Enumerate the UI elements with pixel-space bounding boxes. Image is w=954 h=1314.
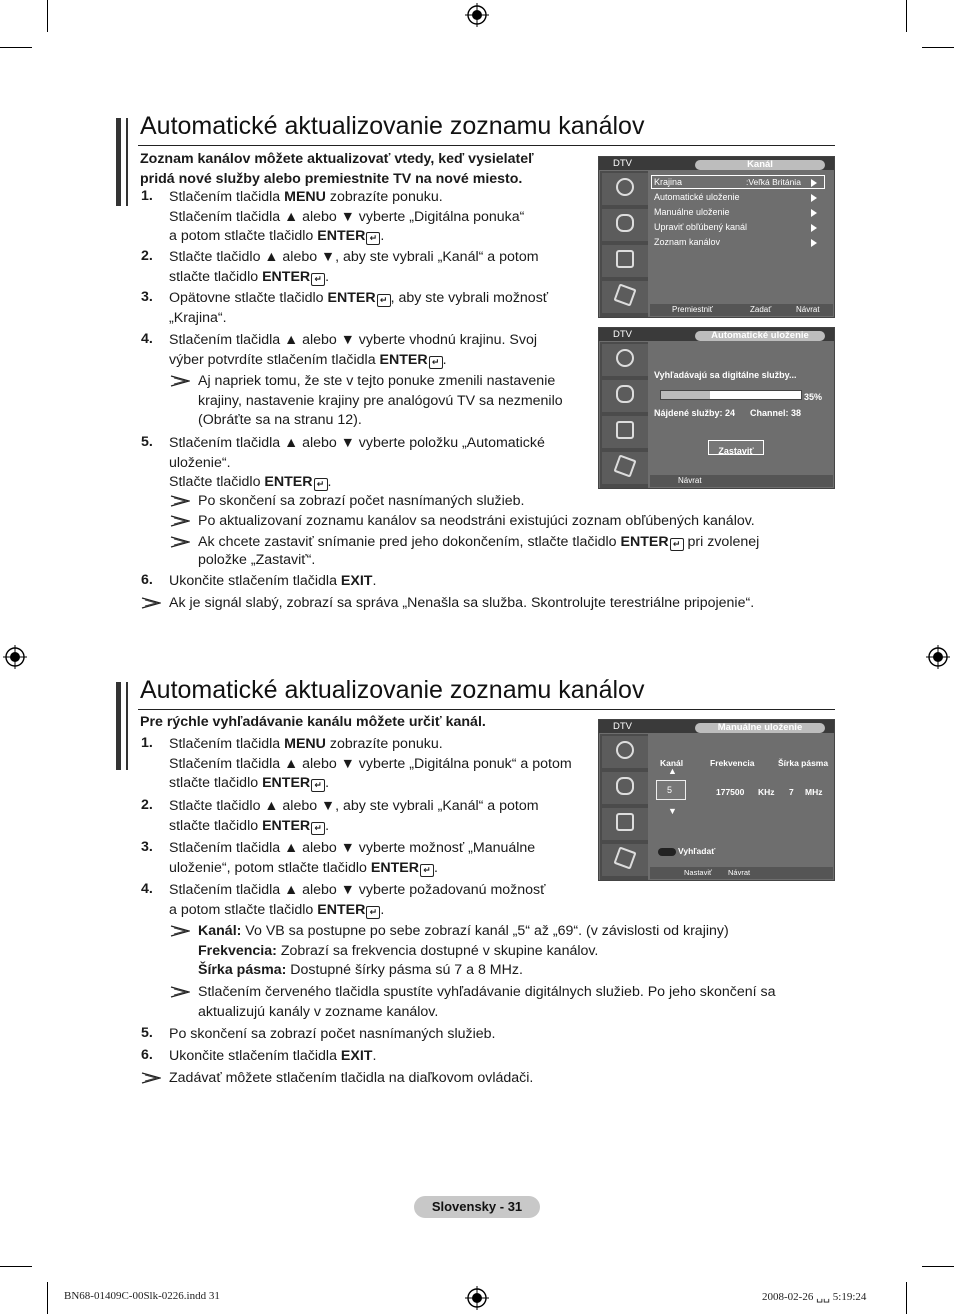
slug-right: 2008-02-26 ␣␣ 5:19:24 [762,1291,867,1303]
chevron-right-icon [811,224,817,232]
osd-searching-text: Vyhľadávajú sa digitálne služby... [654,370,797,380]
osd-body [650,342,833,474]
step-text: Stlačením tlačidla ▲ alebo ▼ vyberte možnosť „Manuálne [169,840,536,856]
crop-mark [906,1282,907,1314]
page-number: Slovensky - 31 [414,1196,540,1218]
registration-mark-icon [3,645,27,669]
section-marker [116,118,128,206]
osd-col-bandwidth: Šírka pásma [778,758,829,768]
antenna-icon [616,349,634,367]
osd-sidebar [600,171,648,318]
osd-dtv-label: DTV [613,158,632,169]
note-text: Po skončení sa zobrazí počet nasnímaných služieb. [198,493,525,509]
osd-footer-back: Návrat [796,305,820,314]
crop-mark [47,1282,48,1314]
antenna-icon [616,741,634,759]
note-text: Šírka pásma: Dostupné šírky pásma sú 7 a 8 MHz. [198,962,523,979]
enter-icon: ↵ [311,779,325,792]
input-icon [613,454,636,477]
note-text: Zadávať môžete stlačením tlačidla na diaľkovom ovládači. [169,1070,534,1086]
step-text: Ukončite stlačením tlačidla EXIT. [169,573,377,589]
osd-footer-back: Návrat [728,868,751,877]
slug-left: BN68-01409C-00Slk-0226.indd 31 [64,1290,220,1302]
step-text: Stlačením tlačidla MENU zobrazíte ponuku. [169,189,443,205]
osd-menu-item[interactable]: Manuálne uloženie [654,207,730,217]
osd-menu-value: :Veľká Británia [746,177,801,187]
note-text: Ak je signál slabý, zobrazí sa správa „Nenašla sa služba. Skontrolujte terestriálne pripojenie“. [169,595,755,611]
osd-freq-unit: KHz [758,787,775,797]
step-text: Po skončení sa zobrazí počet nasnímaných služieb. [169,1026,496,1042]
section-marker [116,682,128,770]
note-arrow-icon [170,536,190,552]
osd-menu-item[interactable]: Automatické uloženie [654,192,740,202]
input-icon [613,846,636,869]
enter-icon: ↵ [377,294,391,307]
osd-tab: Automatické uloženie [695,331,825,341]
step-text: Stlačením tlačidla ▲ alebo ▼ vyberte „Digitálna ponuka“ [169,208,525,225]
step-number: 6. [141,572,153,588]
crop-mark [0,1266,32,1267]
chevron-right-icon [811,179,817,187]
step-number: 4. [141,881,153,897]
note-text: položke „Zastaviť“. [198,552,316,568]
step-text: Stlačením tlačidla MENU zobrazíte ponuku. [169,736,443,752]
osd-channel-field[interactable] [656,780,686,800]
note-text: Po aktualizovaní zoznamu kanálov sa neodstráni existujúci zoznam obľúbených kanálov. [198,513,755,529]
osd-stop-label: Zastaviť [718,446,754,456]
note-arrow-icon [170,375,190,391]
step-number: 6. [141,1047,153,1063]
crop-mark [922,47,954,48]
crop-mark [922,1266,954,1267]
registration-mark-icon [926,645,950,669]
osd-col-channel: Kanál [660,758,684,768]
step-text: uloženie“. [169,454,231,471]
step-text: Stlačením tlačidla ▲ alebo ▼ vyberte požadovanú možnosť [169,882,546,898]
osd-body [650,734,833,866]
osd-col-frequency: Frekvencia [710,758,755,768]
step-number: 1. [141,188,153,204]
registration-mark-icon [465,1286,489,1310]
osd-stop-button[interactable] [708,440,764,455]
title-rule [138,145,835,146]
step-number: 2. [141,797,153,813]
step-text: Stlačením tlačidla ▲ alebo ▼ vyberte vhodnú krajinu. Svoj [169,332,537,348]
osd-sidebar [600,342,648,489]
step-text: „Krajina“. [169,309,227,326]
gear-icon [616,421,634,439]
osd-manual-store [598,719,835,881]
osd-footer-back: Návrat [678,476,702,485]
osd-sidebar-item[interactable] [602,416,648,448]
osd-sidebar-item[interactable] [602,844,648,876]
enter-icon: ↵ [311,822,325,835]
step-number: 4. [141,331,153,347]
section-intro: Zoznam kanálov môžete aktualizovať vtedy, keď vysielateľ pridá nové služby alebo premiestnite TV na nové miesto. [140,151,534,187]
osd-menu-item[interactable]: Krajina [654,177,683,187]
antenna-icon [616,178,634,196]
step-number: 3. [141,839,153,855]
input-icon [613,283,636,306]
osd-sidebar-item[interactable] [602,209,648,241]
note-text: Frekvencia: Zobrazí sa frekvencia dostupné v skupine kanálov. [198,942,599,959]
step-text: stlačte tlačidlo ENTER ↵ . [169,817,330,834]
step-number: 5. [141,434,153,450]
osd-channel-menu [598,156,835,318]
osd-tab: Kanál [695,160,825,170]
step-text: stlačte tlačidlo ENTER ↵ . [169,268,330,285]
enter-icon: ↵ [311,273,325,286]
note-arrow-icon [170,925,190,941]
osd-footer-set: Nastaviť [684,868,712,877]
osd-found-services: Nájdené služby: 24 [654,408,736,418]
enter-icon: ↵ [314,478,328,491]
osd-progress-fill [661,391,710,399]
step-text: a potom stlačte tlačidlo ENTER ↵ . [169,228,385,245]
crop-mark [0,47,32,48]
osd-body [650,171,833,303]
step-text: Stlačením tlačidla ▲ alebo ▼ vyberte „Digitálna ponuk“ a potom [169,755,572,772]
sound-icon [616,777,634,795]
osd-up-arrow-icon[interactable]: ▲ [668,766,677,776]
osd-channel-value: 5 [667,785,673,795]
chevron-right-icon [811,194,817,202]
section-title: Automatické aktualizovanie zoznamu kanálov [140,112,645,140]
osd-tab: Manuálne uloženie [695,723,825,733]
note-arrow-icon [170,986,190,1002]
osd-progress-bar [660,390,802,400]
gear-icon [616,250,634,268]
gear-icon [616,813,634,831]
osd-down-arrow-icon[interactable]: ▼ [668,806,677,816]
osd-bw-unit: MHz [805,787,823,797]
osd-channel: Channel: 38 [750,408,802,418]
step-text: Stlačte tlačidlo ▲ alebo ▼, aby ste vybrali „Kanál“ a potom [169,798,539,814]
sound-icon [616,385,634,403]
osd-dtv-label: DTV [613,329,632,340]
osd-search-label: Vyhľadať [678,846,716,856]
osd-sidebar-item[interactable] [602,736,648,768]
step-text: stlačte tlačidlo ENTER ↵ . [169,775,330,792]
step-text: a potom stlačte tlačidlo ENTER ↵ . [169,901,385,918]
note-text: (Obráťte sa na stranu 12). [198,412,362,429]
osd-bw-value: 7 [789,787,794,797]
step-text: Stlačte tlačidlo ▲ alebo ▼, aby ste vybrali „Kanál“ a potom [169,249,539,265]
osd-freq-value: 177500 [716,787,745,797]
osd-sidebar-item[interactable] [602,173,648,205]
osd-sidebar-item[interactable] [602,380,648,412]
note-arrow-icon [141,1072,161,1088]
osd-progress-label: 35% [804,392,823,402]
title-rule [138,709,835,710]
enter-icon: ↵ [420,864,434,877]
note-arrow-icon [170,515,190,531]
step-text: Opätovne stlačte tlačidlo ENTER ↵ , aby ste vybrali možnosť [169,290,549,306]
osd-sidebar-item[interactable] [602,281,648,313]
enter-icon: ↵ [670,538,684,551]
sound-icon [616,214,634,232]
osd-sidebar-item[interactable] [602,344,648,376]
crop-mark [47,0,48,32]
osd-dtv-label: DTV [613,721,632,732]
osd-sidebar-item[interactable] [602,808,648,840]
osd-menu-item[interactable]: Zoznam kanálov [654,237,721,247]
osd-auto-store [598,327,835,489]
osd-sidebar-item[interactable] [602,772,648,804]
osd-footer-move: Premiestniť [672,305,713,314]
osd-sidebar-item[interactable] [602,245,648,277]
step-text: uloženie“, potom stlačte tlačidlo ENTER ↵ . [169,859,438,876]
osd-sidebar-item[interactable] [602,452,648,484]
step-number: 5. [141,1025,153,1041]
osd-footer [650,304,833,316]
step-text: výber potvrdíte stlačením tlačidla ENTER ↵ . [169,351,447,368]
step-text: Ukončite stlačením tlačidla EXIT. [169,1048,377,1064]
note-text: krajiny, nastavenie krajiny pre analógovú TV sa nezmenilo [198,392,563,409]
chevron-right-icon [811,239,817,247]
step-text: Stlačte tlačidlo ENTER ↵ . [169,474,332,491]
note-text: aktualizujú kanály v zozname kanálov. [198,1003,439,1020]
osd-menu-item[interactable]: Upraviť obľúbený kanál [654,222,748,232]
note-text: Aj napriek tomu, že ste v tejto ponuke zmenili nastavenie [198,373,556,389]
step-text: Stlačením tlačidla ▲ alebo ▼ vyberte položku „Automatické [169,435,545,451]
note-text: Stlačením červeného tlačidla spustíte vyhľadávanie digitálnych služieb. Po jeho skončení sa [198,984,776,1000]
note-text: Kanál: Vo VB sa postupne po sebe zobrazí kanál „5“ až „69“. (v závislosti od krajiny) [198,923,729,939]
osd-sidebar [600,734,648,881]
red-button-icon[interactable] [658,848,676,856]
section-intro: Pre rýchle vyhľadávanie kanálu môžete určiť kanál. [140,714,486,730]
step-number: 3. [141,289,153,305]
section-title: Automatické aktualizovanie zoznamu kanálov [140,676,645,704]
step-number: 2. [141,248,153,264]
note-arrow-icon [170,495,190,511]
registration-mark-icon [465,3,489,27]
chevron-right-icon [811,209,817,217]
enter-icon: ↵ [366,906,380,919]
note-arrow-icon [141,597,161,613]
note-text: Ak chcete zastaviť snímanie pred jeho dokončením, stlačte tlačidlo ENTER ↵ pri zvolenej [198,534,760,550]
enter-icon: ↵ [429,356,443,369]
osd-footer [650,867,833,879]
osd-footer-enter: Zadať [750,305,772,314]
osd-footer [650,475,833,487]
enter-icon: ↵ [366,232,380,245]
crop-mark [906,0,907,32]
step-number: 1. [141,735,153,751]
